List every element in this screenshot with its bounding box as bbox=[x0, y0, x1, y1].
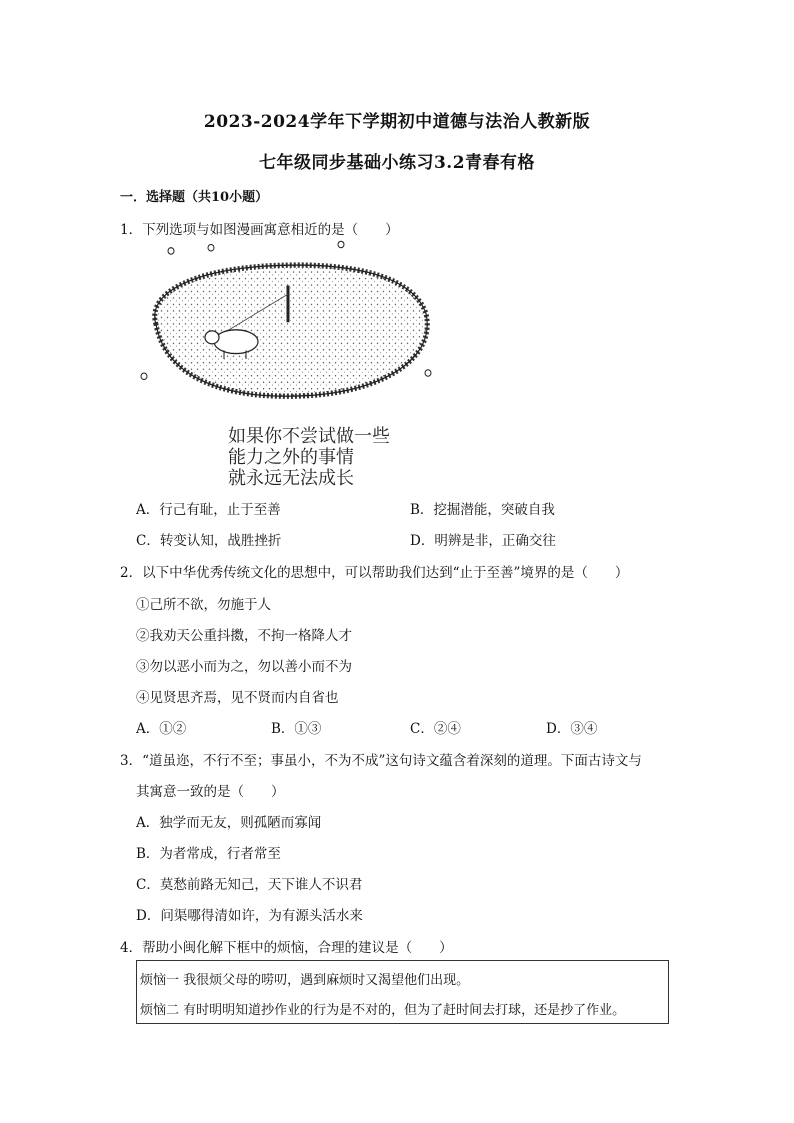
q4-stem: 4．帮助小闽化解下框中的烦恼，合理的建议是（ ） bbox=[120, 940, 453, 956]
q4-worries-box bbox=[136, 960, 669, 1024]
q2-item-1: ①己所不欲，勿施于人 bbox=[136, 597, 271, 613]
q1-option-d[interactable]: D．明辨是非，正确交往 bbox=[410, 533, 556, 549]
q4-worry-1: 烦恼一 我很烦父母的唠叨，遇到麻烦时又渴望他们出现。 bbox=[140, 973, 470, 988]
q3-option-b[interactable]: B．为者常成，行者常至 bbox=[136, 846, 281, 862]
q1-option-a[interactable]: A．行己有耻，止于至善 bbox=[136, 502, 281, 518]
q2-item-4: ④见贤思齐焉，见不贤而内自省也 bbox=[136, 690, 339, 706]
section-heading: 一．选择题（共10小题） bbox=[120, 190, 269, 205]
q3-option-a[interactable]: A．独学而无友，则孤陋而寡闻 bbox=[136, 815, 322, 831]
cartoon-caption-line2: 能力之外的事情 bbox=[228, 447, 354, 468]
q1-option-b[interactable]: B．挖掘潜能，突破自我 bbox=[410, 502, 555, 518]
q3-stem-line2: 其寓意一致的是（ ） bbox=[136, 784, 285, 800]
q3-option-c[interactable]: C．莫愁前路无知己，天下谁人不识君 bbox=[136, 877, 363, 893]
q1-option-c[interactable]: C．转变认知，战胜挫折 bbox=[136, 533, 282, 549]
q4-worry-2: 烦恼二 有时明明知道抄作业的行为是不对的，但为了赶时间去打球，还是抄了作业。 bbox=[140, 1003, 626, 1018]
q2-item-3: ③勿以恶小而为之，勿以善小而不为 bbox=[136, 659, 352, 675]
q3-stem-line1: 3．“道虽迩，不行不至；事虽小，不为不成”这句诗文蕴含着深刻的道理。下面古诗文与 bbox=[120, 753, 642, 769]
q1-stem: 1．下列选项与如图漫画寓意相近的是（ ） bbox=[120, 222, 399, 238]
cartoon-sheep-illustration bbox=[136, 238, 436, 400]
q2-option-b[interactable]: B．①③ bbox=[271, 721, 322, 737]
q2-option-d[interactable]: D．③④ bbox=[546, 721, 598, 737]
page-title-line2: 七年级同步基础小练习3.2青春有格 bbox=[258, 153, 536, 173]
page-title-line1: 2023-2024学年下学期初中道德与法治人教新版 bbox=[203, 112, 591, 132]
q2-stem: 2．以下中华优秀传统文化的思想中，可以帮助我们达到“止于至善”境界的是（ ） bbox=[120, 565, 629, 581]
cartoon-caption-line1: 如果你不尝试做一些 bbox=[228, 426, 390, 447]
q3-option-d[interactable]: D．问渠哪得清如许，为有源头活水来 bbox=[136, 908, 363, 924]
q2-item-2: ②我劝天公重抖擞，不拘一格降人才 bbox=[136, 628, 352, 644]
q2-option-a[interactable]: A．①② bbox=[136, 721, 187, 737]
cartoon-caption-line3: 就永远无法成长 bbox=[228, 468, 354, 489]
q2-option-c[interactable]: C．②④ bbox=[410, 721, 461, 737]
